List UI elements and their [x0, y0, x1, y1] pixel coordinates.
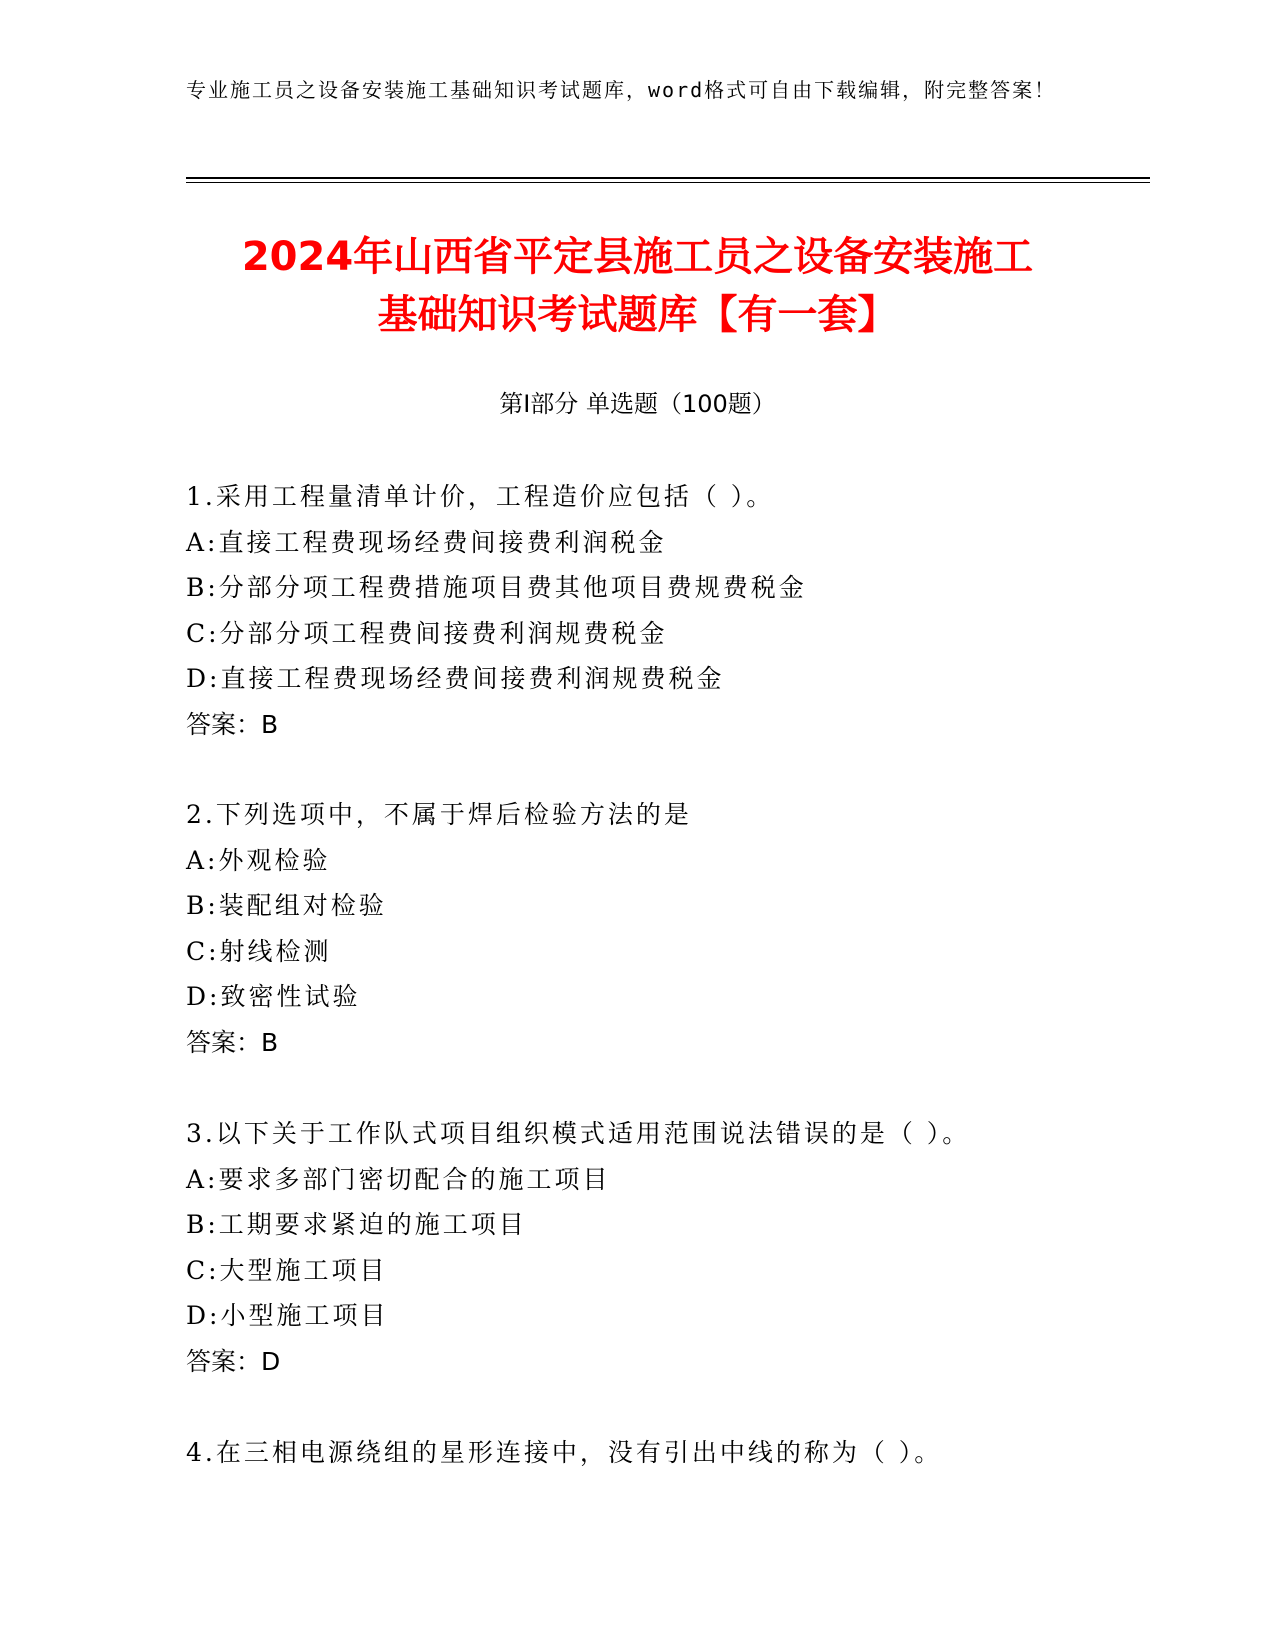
title-line-2: 基础知识考试题库【有一套】: [377, 292, 898, 338]
option-d: D:直接工程费现场经费间接费利润规费税金: [186, 664, 725, 694]
section-heading: 第Ⅰ部分 单选题（100题）: [499, 390, 776, 418]
option-c: C:分部分项工程费间接费利润规费税金: [186, 618, 668, 648]
option-c: C:射线检测: [186, 936, 332, 966]
option-b: B:工期要求紧迫的施工项目: [186, 1210, 527, 1240]
option-d: D:小型施工项目: [186, 1301, 389, 1331]
question-1: [186, 474, 1146, 748]
header-note: 专业施工员之设备安装施工基础知识考试题库，word格式可自由下载编辑，附完整答案！: [186, 78, 1057, 102]
option-a: A:外观检验: [186, 845, 331, 875]
option-d: D:致密性试验: [186, 982, 361, 1012]
answer: 答案：D: [186, 1346, 281, 1376]
header-rule-thick: [186, 177, 1150, 179]
question-stem: 4.在三相电源绕组的星形连接中，没有引出中线的称为（ ）。: [186, 1438, 943, 1467]
title-line-1: 2024年山西省平定县施工员之设备安装施工: [241, 234, 1034, 280]
option-a: A:要求多部门密切配合的施工项目: [186, 1164, 611, 1194]
question-4: [186, 1430, 1146, 1476]
answer: 答案：B: [186, 1027, 279, 1057]
option-c: C:大型施工项目: [186, 1255, 388, 1285]
question-stem: 1.采用工程量清单计价，工程造价应包括（ ）。: [186, 482, 775, 511]
document-title: [0, 228, 1275, 344]
header-rule-thin: [186, 182, 1150, 183]
option-a: A:直接工程费现场经费间接费利润税金: [186, 527, 667, 557]
question-stem: 2.下列选项中，不属于焊后检验方法的是: [186, 800, 692, 829]
option-b: B:装配组对检验: [186, 891, 387, 921]
answer: 答案：B: [186, 709, 279, 739]
question-2: [186, 792, 1146, 1066]
option-b: B:分部分项工程费措施项目费其他项目费规费税金: [186, 573, 807, 603]
question-stem: 3.以下关于工作队式项目组织模式适用范围说法错误的是（ ）。: [186, 1119, 971, 1148]
question-3: [186, 1111, 1146, 1385]
